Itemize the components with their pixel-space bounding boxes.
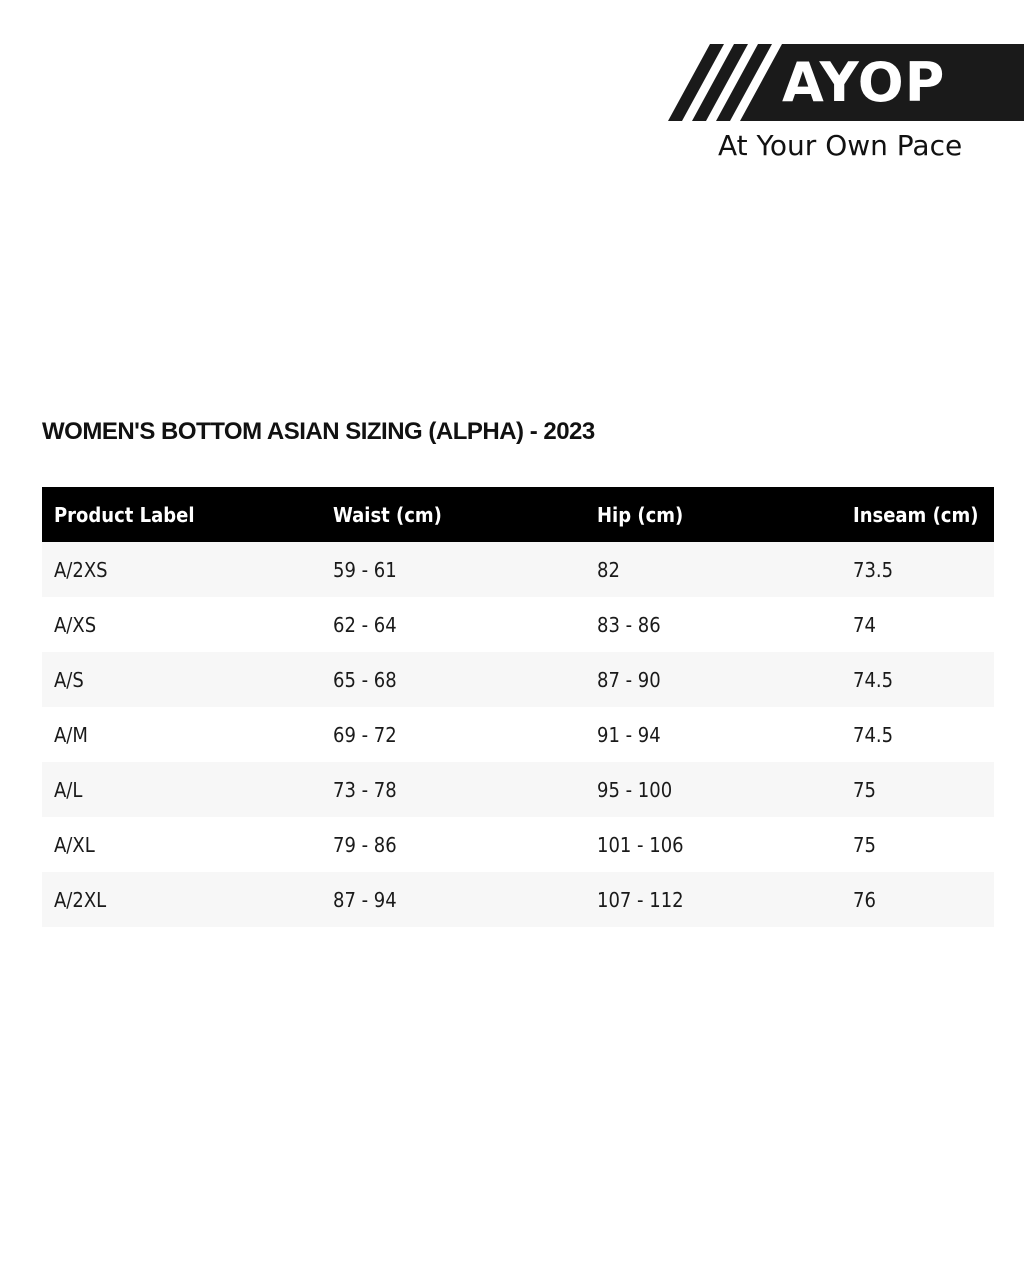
cell-inseam: 74 bbox=[853, 612, 876, 637]
cell-waist: 69 - 72 bbox=[333, 722, 397, 747]
cell-inseam: 75 bbox=[853, 832, 876, 857]
cell-waist: 59 - 61 bbox=[333, 557, 397, 582]
cell-hip: 95 - 100 bbox=[597, 777, 673, 802]
cell-hip: 101 - 106 bbox=[597, 832, 684, 857]
cell-hip: 107 - 112 bbox=[597, 887, 684, 912]
table-row bbox=[42, 817, 994, 872]
cell-inseam: 74.5 bbox=[853, 722, 894, 747]
header-hip: Hip (cm) bbox=[597, 502, 684, 527]
cell-product-label: A/2XS bbox=[54, 557, 108, 582]
cell-inseam: 75 bbox=[853, 777, 876, 802]
cell-inseam: 76 bbox=[853, 887, 876, 912]
cell-hip: 83 - 86 bbox=[597, 612, 661, 637]
brand-tagline: At Your Own Pace bbox=[718, 129, 963, 162]
cell-product-label: A/XL bbox=[54, 832, 95, 857]
cell-hip: 82 bbox=[597, 557, 620, 582]
cell-product-label: A/S bbox=[54, 667, 84, 692]
header-product-label: Product Label bbox=[54, 502, 195, 527]
cell-product-label: A/2XL bbox=[54, 887, 107, 912]
cell-product-label: A/L bbox=[54, 777, 83, 802]
page-title: WOMEN'S BOTTOM ASIAN SIZING (ALPHA) - 2023 bbox=[42, 418, 595, 445]
cell-waist: 73 - 78 bbox=[333, 777, 397, 802]
cell-waist: 62 - 64 bbox=[333, 612, 397, 637]
table-row bbox=[42, 872, 994, 927]
cell-hip: 91 - 94 bbox=[597, 722, 661, 747]
table-header-row bbox=[42, 487, 994, 542]
header-inseam: Inseam (cm) bbox=[853, 502, 979, 527]
cell-waist: 79 - 86 bbox=[333, 832, 397, 857]
table-row bbox=[42, 652, 994, 707]
cell-inseam: 73.5 bbox=[853, 557, 894, 582]
cell-product-label: A/M bbox=[54, 722, 88, 747]
table-row bbox=[42, 542, 994, 597]
table-row bbox=[42, 597, 994, 652]
table-row bbox=[42, 707, 994, 762]
header-waist: Waist (cm) bbox=[333, 502, 442, 527]
brand-wordmark: AYOP bbox=[782, 51, 946, 114]
size-table bbox=[42, 487, 994, 927]
cell-hip: 87 - 90 bbox=[597, 667, 661, 692]
cell-product-label: A/XS bbox=[54, 612, 97, 637]
cell-waist: 87 - 94 bbox=[333, 887, 397, 912]
cell-inseam: 74.5 bbox=[853, 667, 894, 692]
table-row bbox=[42, 762, 994, 817]
brand-logo bbox=[668, 44, 1024, 166]
cell-waist: 65 - 68 bbox=[333, 667, 397, 692]
